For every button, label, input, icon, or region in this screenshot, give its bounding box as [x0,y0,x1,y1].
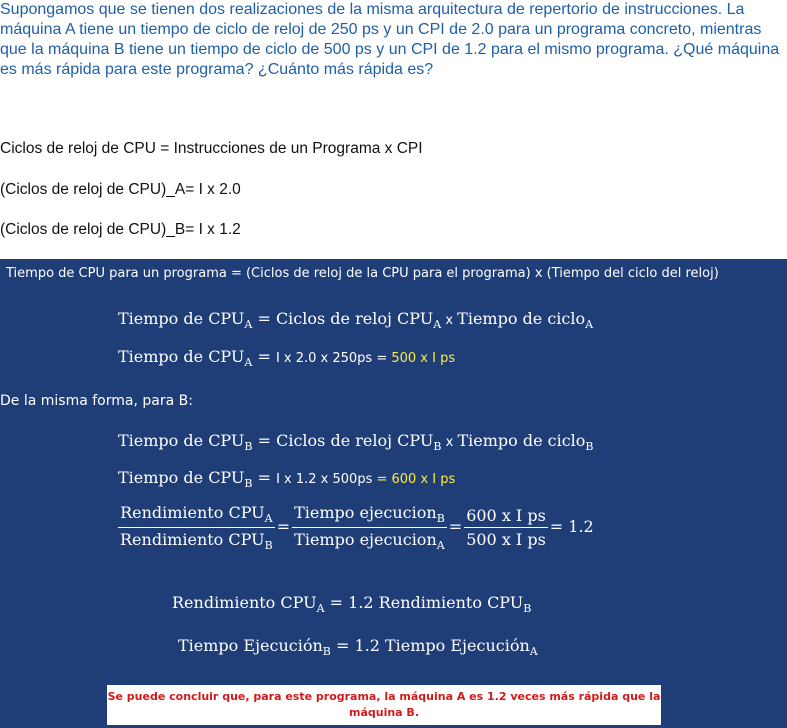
equation-b2: Tiempo de $CPU_B = I$ x 1.2 x 500ps = 600 x I ps [118,468,456,491]
cycles-a: (Ciclos de reloj de CPU)_A= I x 2.0 [0,181,241,198]
fraction-performance: $\frac{Rendimiento CPU_A}{Rendimiento CPU_B}$ [120,503,273,553]
conclusion-box: Se puede concluir que, para este programa, la máquina A es 1.2 veces más rápida que la máquina B. [107,685,661,725]
cycles-b: (Ciclos de reloj de CPU)_B= I x 1.2 [0,221,241,238]
equation-a2: Tiempo de $CPU_A = I$ x 2.0 x 250ps = 500 x I ps [118,347,456,370]
cycles-formula: Ciclos de reloj de CPU = Instrucciones de un Programa x CPI [0,140,423,157]
performance-relation: Rendimiento $CPU_A = 1.2$ Rendimiento $CPU_B$ [172,593,532,616]
performance-ratio: $\frac{Rendimiento CPU_A}{Rendimiento CPU_B}$ = $\frac{Tiempo ejecucion_B}{Tiempo ejecucion_A}$ = $\frac{\text{600 x I ps}}{\text{500 x I ps}}$ = 1.2 [120,503,594,553]
fraction-values: $\frac{\text{600 x I ps}}{\text{500 x I ps}}$ [466,506,546,550]
equation-b1: Tiempo de $CPU_B$ = Ciclos de reloj $CPU_B$ x Tiempo de ciclo$_B$ [118,431,594,454]
execution-time-relation: Tiempo Ejecución$_B$ = 1.2 Tiempo Ejecución$_A$ [178,636,538,659]
solution-panel [0,259,787,728]
equation-a1: Tiempo de $CPU_A$ = Ciclos de reloj $CPU_A$ x Tiempo de ciclo$_A$ [118,309,594,332]
fraction-exec-time: $\frac{Tiempo ejecucion_B}{Tiempo ejecucion_A}$ [294,503,445,553]
same-way-b: De la misma forma, para B: [0,393,193,409]
cpu-time-definition: Tiempo de CPU para un programa = (Ciclos de reloj de la CPU para el programa) x (Tiempo del ciclo del reloj) [6,266,719,281]
problem-statement: Supongamos que se tienen dos realizaciones de la misma arquitectura de repertorio de instrucciones. La máquina A tiene un tiempo de ciclo de reloj de 250 ps y un CPI de 2.0 para un programa concreto, mientras que la máquina B tiene un tiempo de ciclo de 500 ps y un CPI de 1.2 para el mismo programa. ¿Qué máquina es más rápida para este programa? ¿Cuánto más rápida es? [0,1,780,78]
